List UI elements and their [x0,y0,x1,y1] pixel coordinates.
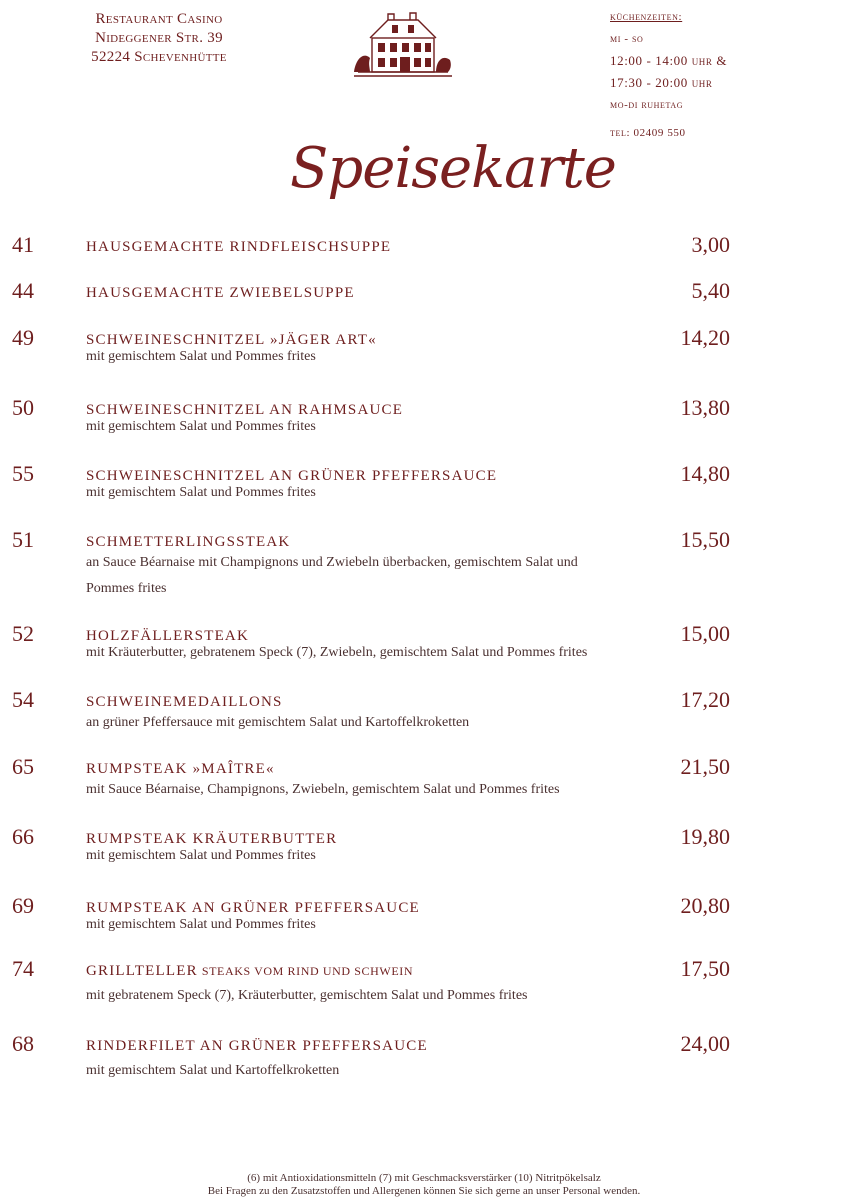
menu-item-price: 13,80 [680,395,730,420]
menu-item-description: mit gemischtem Salat und Pommes frites [86,848,316,863]
menu-item-price: 15,50 [680,527,730,552]
page-title [290,124,616,220]
kitchen-hours [610,10,810,144]
hours-slot-1: 12:00 - 14:00 uhr & [610,53,728,68]
restaurant-street: Nideggener Str. 39 [95,30,223,46]
menu-item-name [86,759,279,779]
hours-heading: küchenzeiten: [610,11,683,23]
additives-note: (6) mit Antioxidationsmitteln (7) mit Geschmacksverstärker (10) Nitritpökelsalz [247,1172,601,1184]
house-illustration-icon [348,8,458,78]
footer-notes [0,1172,848,1198]
menu-item-price: 24,00 [680,1031,730,1056]
menu-item-name [86,961,413,981]
menu-item-name [86,283,359,303]
hours-slot-2: 17:30 - 20:00 uhr [610,75,713,90]
page-title-text: Speisekarte [290,136,616,201]
menu-item-number: 41 [12,232,34,257]
menu-item-number: 51 [12,527,34,552]
menu-item-price: 14,20 [680,325,730,350]
menu-item-number: 49 [12,325,34,350]
menu-item-name-text: SCHWEINESCHNITZEL AN RAHMSAUCE [86,402,404,418]
menu-item-price: 15,00 [680,621,730,646]
menu-item-price: 3,00 [691,232,730,257]
menu-item-number: 66 [12,824,34,849]
menu-item-description: mit gemischtem Salat und Pommes frites [86,419,316,434]
menu-item-description: an grüner Pfeffersauce mit gemischtem Salat und Kartoffelkroketten [86,715,470,730]
menu-item-name-text: SCHMETTERLINGSSTEAK [86,534,291,550]
menu-item-name-text: RUMPSTEAK KRÄUTERBUTTER [86,831,338,847]
menu-item-description: mit Kräuterbutter, gebratenem Speck (7), Zwiebeln, gemischtem Salat und Pommes frites [86,645,588,660]
menu-item-name-text: GRILLTELLER [86,963,198,979]
menu-item-description: mit gemischtem Salat und Pommes frites [86,917,316,932]
allergen-note: Bei Fragen zu den Zusatzstoffen und Allergenen können Sie sich gerne an unser Personal wenden. [207,1185,641,1197]
menu-item-description: mit gemischtem Salat und Kartoffelkroketten [86,1063,340,1078]
menu-item-name-text: SCHWEINESCHNITZEL »JÄGER ART« [86,332,377,348]
menu-item-number: 74 [12,956,34,981]
menu-item-name-text: RUMPSTEAK »MAÎTRE« [86,761,275,777]
menu-item-price: 21,50 [680,754,730,779]
menu-item-number: 65 [12,754,34,779]
menu-item-price: 19,80 [680,824,730,849]
menu-item-number: 44 [12,278,34,303]
menu-item-name-text: SCHWEINESCHNITZEL AN GRÜNER PFEFFERSAUCE [86,468,498,484]
menu-item-description: an Sauce Béarnaise mit Champignons und Zwiebeln überbacken, gemischtem Salat und Pommes frites [86,555,578,596]
hours-days: mi - so [610,33,644,45]
phone-number: tel: 02409 550 [610,127,686,139]
menu-item-number: 68 [12,1031,34,1056]
menu-item-name [86,237,395,257]
menu-item-name-text: HOLZFÄLLERSTEAK [86,628,249,644]
menu-item-price: 14,80 [680,461,730,486]
menu-item-number: 52 [12,621,34,646]
restaurant-address [74,10,244,67]
menu-item-number: 54 [12,687,34,712]
menu-item-name-text: HAUSGEMACHTE RINDFLEISCHSUPPE [86,239,392,255]
menu-item-name [86,532,294,552]
menu-item-name [86,1036,432,1056]
menu-item-price: 5,40 [691,278,730,303]
menu-item-description: mit gebratenem Speck (7), Kräuterbutter, gemischtem Salat und Pommes frites [86,988,528,1003]
restaurant-name: Restaurant Casino [95,11,223,27]
menu-item-name-text: RUMPSTEAK AN GRÜNER PFEFFERSAUCE [86,900,420,916]
menu-item-name-text: SCHWEINEMEDAILLONS [86,694,283,710]
menu-item-price: 20,80 [680,893,730,918]
menu-item-description: mit gemischtem Salat und Pommes frites [86,349,316,364]
menu-item-name-text: HAUSGEMACHTE ZWIEBELSUPPE [86,285,355,301]
menu-item-description: mit Sauce Béarnaise, Champignons, Zwiebeln, gemischtem Salat und Pommes frites [86,782,560,797]
menu-item-number: 55 [12,461,34,486]
menu-item-name-text: RINDERFILET AN GRÜNER PFEFFERSAUCE [86,1038,428,1054]
hours-closed-days: mo-di ruhetag [610,99,684,111]
menu-item-number: 50 [12,395,34,420]
menu-item-description: mit gemischtem Salat und Pommes frites [86,485,316,500]
restaurant-city: 52224 Schevenhütte [91,49,227,65]
menu-item-name [86,692,287,712]
menu-item-number: 69 [12,893,34,918]
menu-item-price: 17,20 [680,687,730,712]
menu-item-subtitle: STEAKS VOM RIND UND SCHWEIN [201,964,414,978]
menu-item-price: 17,50 [680,956,730,981]
